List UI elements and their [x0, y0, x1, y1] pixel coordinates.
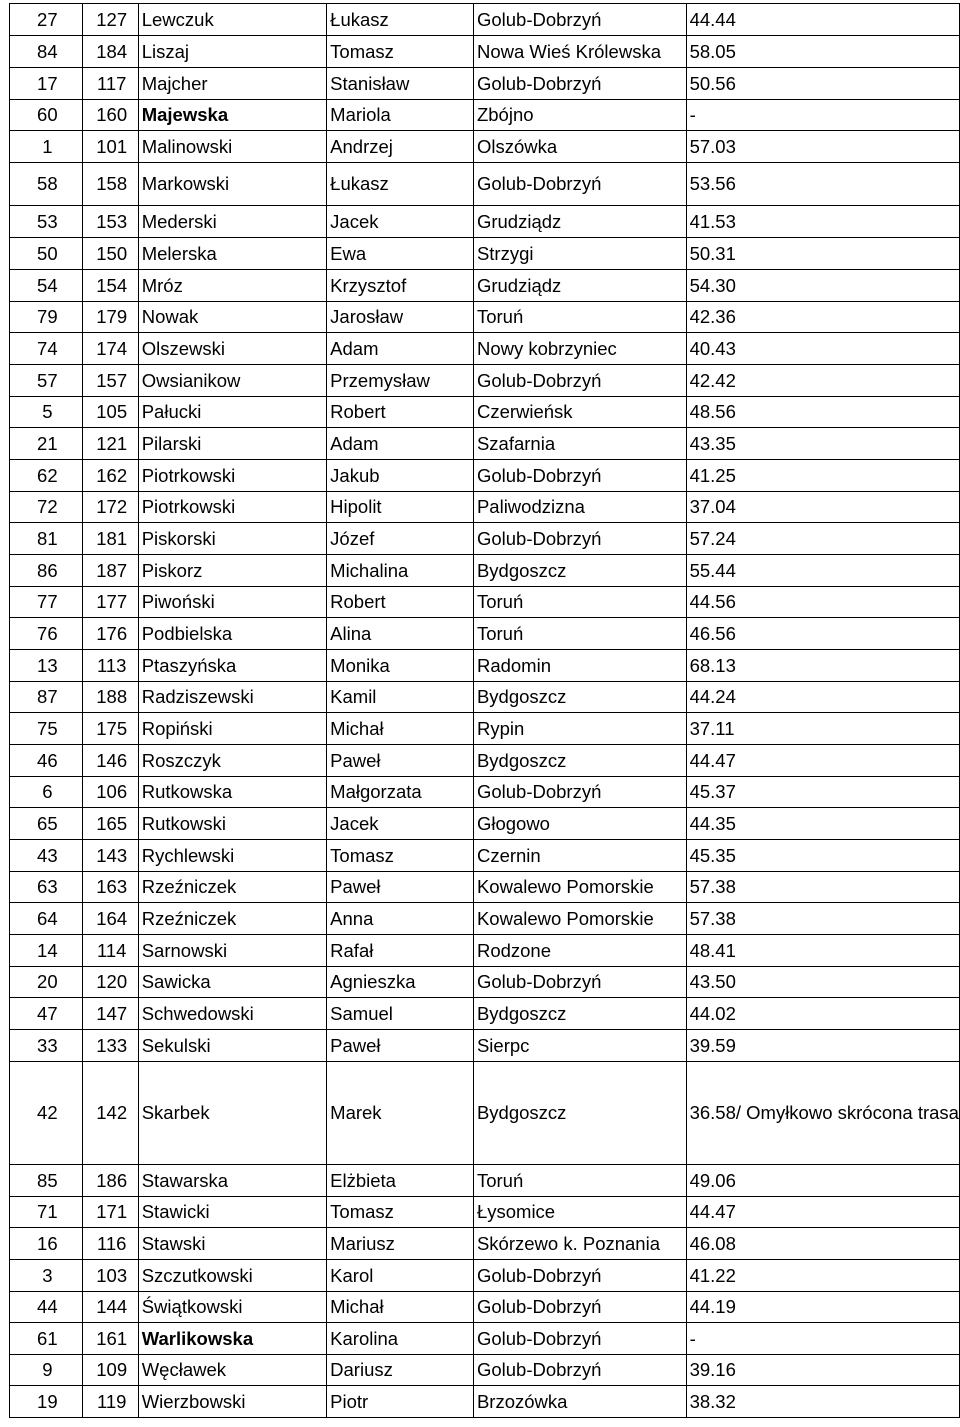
city-cell: Zbójno: [473, 100, 686, 131]
start-no-cell: 47: [10, 998, 83, 1030]
bib-no-cell: 147: [82, 998, 138, 1030]
start-no-cell: 1: [10, 131, 83, 163]
city-cell: Golub-Dobrzyń: [473, 1260, 686, 1292]
surname-cell: Warlikowska: [138, 1323, 326, 1355]
time-cell: 55.44: [686, 555, 959, 587]
table-row: [10, 808, 960, 840]
start-no-cell: 20: [10, 967, 83, 998]
surname-cell: Piwoński: [138, 587, 326, 618]
table-row: [10, 618, 960, 650]
first-name-cell: Łukasz: [327, 4, 474, 36]
surname-cell: Szczutkowski: [138, 1260, 326, 1292]
table-row: [10, 428, 960, 460]
first-name-cell: Anna: [327, 903, 474, 935]
start-no-cell: 74: [10, 333, 83, 365]
surname-cell: Ptaszyńska: [138, 650, 326, 682]
time-cell: 46.08: [686, 1228, 959, 1260]
time-cell: 41.25: [686, 460, 959, 492]
city-cell: Czernin: [473, 840, 686, 872]
time-cell: 43.35: [686, 428, 959, 460]
bib-no-cell: 160: [82, 100, 138, 131]
bib-no-cell: 121: [82, 428, 138, 460]
surname-cell: Roszczyk: [138, 745, 326, 777]
bib-no-cell: 143: [82, 840, 138, 872]
bib-no-cell: 103: [82, 1260, 138, 1292]
city-cell: Nowa Wieś Królewska: [473, 36, 686, 68]
city-cell: Szafarnia: [473, 428, 686, 460]
table-row: [10, 1292, 960, 1323]
city-cell: Bydgoszcz: [473, 1062, 686, 1165]
city-cell: Bydgoszcz: [473, 745, 686, 777]
table-row: [10, 100, 960, 131]
table-row: [10, 206, 960, 238]
table-row: [10, 238, 960, 270]
city-cell: Golub-Dobrzyń: [473, 4, 686, 36]
time-cell: 44.24: [686, 682, 959, 713]
bib-no-cell: 181: [82, 523, 138, 555]
time-cell: 48.41: [686, 935, 959, 967]
first-name-cell: Piotr: [327, 1386, 474, 1418]
start-no-cell: 13: [10, 650, 83, 682]
city-cell: Kowalewo Pomorskie: [473, 903, 686, 935]
table-row: [10, 1323, 960, 1355]
first-name-cell: Michał: [327, 1292, 474, 1323]
start-no-cell: 77: [10, 587, 83, 618]
time-cell: 50.31: [686, 238, 959, 270]
bib-no-cell: 165: [82, 808, 138, 840]
bib-no-cell: 133: [82, 1030, 138, 1062]
bib-no-cell: 176: [82, 618, 138, 650]
table-row: [10, 713, 960, 745]
bib-no-cell: 109: [82, 1355, 138, 1386]
first-name-cell: Tomasz: [327, 840, 474, 872]
start-no-cell: 43: [10, 840, 83, 872]
first-name-cell: Agnieszka: [327, 967, 474, 998]
first-name-cell: Elżbieta: [327, 1165, 474, 1197]
city-cell: Bydgoszcz: [473, 682, 686, 713]
start-no-cell: 72: [10, 492, 83, 523]
start-no-cell: 87: [10, 682, 83, 713]
surname-cell: Piskorski: [138, 523, 326, 555]
results-table: [9, 3, 960, 1418]
table-row: [10, 1228, 960, 1260]
city-cell: Toruń: [473, 618, 686, 650]
table-row: [10, 365, 960, 397]
bib-no-cell: 157: [82, 365, 138, 397]
surname-cell: Majewska: [138, 100, 326, 131]
start-no-cell: 19: [10, 1386, 83, 1418]
table-row: [10, 777, 960, 808]
surname-cell: Lewczuk: [138, 4, 326, 36]
bib-no-cell: 188: [82, 682, 138, 713]
first-name-cell: Mariola: [327, 100, 474, 131]
table-row: [10, 840, 960, 872]
table-row: [10, 1197, 960, 1228]
table-row: [10, 523, 960, 555]
first-name-cell: Robert: [327, 587, 474, 618]
bib-no-cell: 101: [82, 131, 138, 163]
bib-no-cell: 120: [82, 967, 138, 998]
first-name-cell: Hipolit: [327, 492, 474, 523]
time-cell: -: [686, 100, 959, 131]
first-name-cell: Mariusz: [327, 1228, 474, 1260]
time-cell: 41.22: [686, 1260, 959, 1292]
table-row: [10, 36, 960, 68]
city-cell: Grudziądz: [473, 206, 686, 238]
surname-cell: Nowak: [138, 302, 326, 333]
city-cell: Czerwieńsk: [473, 397, 686, 428]
time-cell: 57.24: [686, 523, 959, 555]
city-cell: Golub-Dobrzyń: [473, 1323, 686, 1355]
city-cell: Radomin: [473, 650, 686, 682]
first-name-cell: Rafał: [327, 935, 474, 967]
first-name-cell: Adam: [327, 428, 474, 460]
surname-cell: Mederski: [138, 206, 326, 238]
time-cell: 44.02: [686, 998, 959, 1030]
first-name-cell: Tomasz: [327, 36, 474, 68]
time-cell: 40.43: [686, 333, 959, 365]
time-cell: 38.32: [686, 1386, 959, 1418]
start-no-cell: 27: [10, 4, 83, 36]
bib-no-cell: 158: [82, 163, 138, 206]
city-cell: Golub-Dobrzyń: [473, 967, 686, 998]
time-cell: 68.13: [686, 650, 959, 682]
first-name-cell: Robert: [327, 397, 474, 428]
surname-cell: Świątkowski: [138, 1292, 326, 1323]
surname-cell: Skarbek: [138, 1062, 326, 1165]
table-row: [10, 302, 960, 333]
first-name-cell: Małgorzata: [327, 777, 474, 808]
surname-cell: Radziszewski: [138, 682, 326, 713]
bib-no-cell: 177: [82, 587, 138, 618]
bib-no-cell: 163: [82, 872, 138, 903]
time-cell: -: [686, 1323, 959, 1355]
city-cell: Toruń: [473, 302, 686, 333]
bib-no-cell: 186: [82, 1165, 138, 1197]
city-cell: Nowy kobrzyniec: [473, 333, 686, 365]
start-no-cell: 79: [10, 302, 83, 333]
surname-cell: Majcher: [138, 68, 326, 100]
first-name-cell: Stanisław: [327, 68, 474, 100]
surname-cell: Rutkowski: [138, 808, 326, 840]
start-no-cell: 33: [10, 1030, 83, 1062]
table-row: [10, 4, 960, 36]
surname-cell: Stawski: [138, 1228, 326, 1260]
first-name-cell: Marek: [327, 1062, 474, 1165]
city-cell: Sierpc: [473, 1030, 686, 1062]
start-no-cell: 84: [10, 36, 83, 68]
city-cell: Golub-Dobrzyń: [473, 460, 686, 492]
bib-no-cell: 172: [82, 492, 138, 523]
city-cell: Toruń: [473, 1165, 686, 1197]
bib-no-cell: 153: [82, 206, 138, 238]
time-cell: 57.38: [686, 872, 959, 903]
bib-no-cell: 179: [82, 302, 138, 333]
city-cell: Paliwodzizna: [473, 492, 686, 523]
city-cell: Olszówka: [473, 131, 686, 163]
time-cell: 45.35: [686, 840, 959, 872]
bib-no-cell: 142: [82, 1062, 138, 1165]
first-name-cell: Jarosław: [327, 302, 474, 333]
start-no-cell: 57: [10, 365, 83, 397]
bib-no-cell: 150: [82, 238, 138, 270]
first-name-cell: Przemysław: [327, 365, 474, 397]
start-no-cell: 64: [10, 903, 83, 935]
results-table-body: [10, 4, 960, 1418]
city-cell: Golub-Dobrzyń: [473, 777, 686, 808]
first-name-cell: Józef: [327, 523, 474, 555]
start-no-cell: 44: [10, 1292, 83, 1323]
time-cell: 37.04: [686, 492, 959, 523]
start-no-cell: 5: [10, 397, 83, 428]
bib-no-cell: 171: [82, 1197, 138, 1228]
first-name-cell: Łukasz: [327, 163, 474, 206]
city-cell: Golub-Dobrzyń: [473, 163, 686, 206]
bib-no-cell: 146: [82, 745, 138, 777]
first-name-cell: Samuel: [327, 998, 474, 1030]
time-cell: 54.30: [686, 270, 959, 302]
start-no-cell: 61: [10, 1323, 83, 1355]
time-cell: 44.44: [686, 4, 959, 36]
table-row: [10, 131, 960, 163]
bib-no-cell: 106: [82, 777, 138, 808]
first-name-cell: Alina: [327, 618, 474, 650]
time-cell: 39.59: [686, 1030, 959, 1062]
surname-cell: Liszaj: [138, 36, 326, 68]
surname-cell: Sarnowski: [138, 935, 326, 967]
start-no-cell: 62: [10, 460, 83, 492]
start-no-cell: 81: [10, 523, 83, 555]
first-name-cell: Paweł: [327, 872, 474, 903]
first-name-cell: Andrzej: [327, 131, 474, 163]
start-no-cell: 60: [10, 100, 83, 131]
start-no-cell: 9: [10, 1355, 83, 1386]
bib-no-cell: 184: [82, 36, 138, 68]
bib-no-cell: 114: [82, 935, 138, 967]
surname-cell: Pilarski: [138, 428, 326, 460]
first-name-cell: Karolina: [327, 1323, 474, 1355]
bib-no-cell: 174: [82, 333, 138, 365]
bib-no-cell: 113: [82, 650, 138, 682]
time-cell: 44.56: [686, 587, 959, 618]
time-cell: 48.56: [686, 397, 959, 428]
bib-no-cell: 119: [82, 1386, 138, 1418]
surname-cell: Markowski: [138, 163, 326, 206]
start-no-cell: 85: [10, 1165, 83, 1197]
table-row: [10, 935, 960, 967]
start-no-cell: 42: [10, 1062, 83, 1165]
city-cell: Bydgoszcz: [473, 555, 686, 587]
table-row: [10, 333, 960, 365]
first-name-cell: Jakub: [327, 460, 474, 492]
time-cell: 58.05: [686, 36, 959, 68]
first-name-cell: Dariusz: [327, 1355, 474, 1386]
surname-cell: Melerska: [138, 238, 326, 270]
start-no-cell: 17: [10, 68, 83, 100]
time-cell: 49.06: [686, 1165, 959, 1197]
start-no-cell: 54: [10, 270, 83, 302]
time-cell: 57.03: [686, 131, 959, 163]
city-cell: Golub-Dobrzyń: [473, 68, 686, 100]
first-name-cell: Paweł: [327, 745, 474, 777]
city-cell: Rypin: [473, 713, 686, 745]
table-row: [10, 1062, 960, 1165]
table-row: [10, 1260, 960, 1292]
table-row: [10, 967, 960, 998]
time-cell: 53.56: [686, 163, 959, 206]
surname-cell: Węcławek: [138, 1355, 326, 1386]
time-cell: 44.47: [686, 745, 959, 777]
first-name-cell: Adam: [327, 333, 474, 365]
surname-cell: Sekulski: [138, 1030, 326, 1062]
surname-cell: Olszewski: [138, 333, 326, 365]
time-cell: 46.56: [686, 618, 959, 650]
surname-cell: Pałucki: [138, 397, 326, 428]
surname-cell: Piotrkowski: [138, 492, 326, 523]
table-row: [10, 270, 960, 302]
time-cell: 44.35: [686, 808, 959, 840]
time-cell: 37.11: [686, 713, 959, 745]
bib-no-cell: 105: [82, 397, 138, 428]
surname-cell: Piotrkowski: [138, 460, 326, 492]
city-cell: Toruń: [473, 587, 686, 618]
surname-cell: Rzeźniczek: [138, 872, 326, 903]
start-no-cell: 6: [10, 777, 83, 808]
bib-no-cell: 162: [82, 460, 138, 492]
table-row: [10, 460, 960, 492]
first-name-cell: Karol: [327, 1260, 474, 1292]
city-cell: Kowalewo Pomorskie: [473, 872, 686, 903]
surname-cell: Stawicki: [138, 1197, 326, 1228]
first-name-cell: Monika: [327, 650, 474, 682]
time-cell: 41.53: [686, 206, 959, 238]
table-row: [10, 68, 960, 100]
start-no-cell: 53: [10, 206, 83, 238]
start-no-cell: 50: [10, 238, 83, 270]
table-row: [10, 1165, 960, 1197]
city-cell: Łysomice: [473, 1197, 686, 1228]
time-cell: 42.42: [686, 365, 959, 397]
table-row: [10, 163, 960, 206]
start-no-cell: 76: [10, 618, 83, 650]
time-cell: 44.47: [686, 1197, 959, 1228]
surname-cell: Mróz: [138, 270, 326, 302]
surname-cell: Podbielska: [138, 618, 326, 650]
first-name-cell: Ewa: [327, 238, 474, 270]
time-cell: 45.37: [686, 777, 959, 808]
surname-cell: Owsianikow: [138, 365, 326, 397]
table-row: [10, 492, 960, 523]
city-cell: Strzygi: [473, 238, 686, 270]
bib-no-cell: 127: [82, 4, 138, 36]
surname-cell: Rutkowska: [138, 777, 326, 808]
start-no-cell: 75: [10, 713, 83, 745]
time-cell: 50.56: [686, 68, 959, 100]
table-row: [10, 872, 960, 903]
surname-cell: Stawarska: [138, 1165, 326, 1197]
first-name-cell: Paweł: [327, 1030, 474, 1062]
start-no-cell: 46: [10, 745, 83, 777]
time-cell: 57.38: [686, 903, 959, 935]
time-cell: 44.19: [686, 1292, 959, 1323]
start-no-cell: 14: [10, 935, 83, 967]
table-row: [10, 998, 960, 1030]
table-row: [10, 587, 960, 618]
city-cell: Golub-Dobrzyń: [473, 523, 686, 555]
table-row: [10, 650, 960, 682]
city-cell: Golub-Dobrzyń: [473, 1292, 686, 1323]
city-cell: Golub-Dobrzyń: [473, 1355, 686, 1386]
bib-no-cell: 175: [82, 713, 138, 745]
surname-cell: Ropiński: [138, 713, 326, 745]
start-no-cell: 58: [10, 163, 83, 206]
surname-cell: Rychlewski: [138, 840, 326, 872]
table-row: [10, 397, 960, 428]
bib-no-cell: 154: [82, 270, 138, 302]
first-name-cell: Jacek: [327, 206, 474, 238]
table-row: [10, 745, 960, 777]
time-cell: 39.16: [686, 1355, 959, 1386]
table-row: [10, 1386, 960, 1418]
time-cell: 36.58/ Omyłkowo skrócona trasa: [686, 1062, 959, 1165]
start-no-cell: 86: [10, 555, 83, 587]
city-cell: Skórzewo k. Poznania: [473, 1228, 686, 1260]
city-cell: Głogowo: [473, 808, 686, 840]
city-cell: Golub-Dobrzyń: [473, 365, 686, 397]
city-cell: Grudziądz: [473, 270, 686, 302]
start-no-cell: 16: [10, 1228, 83, 1260]
city-cell: Brzozówka: [473, 1386, 686, 1418]
bib-no-cell: 187: [82, 555, 138, 587]
surname-cell: Schwedowski: [138, 998, 326, 1030]
table-row: [10, 1355, 960, 1386]
surname-cell: Malinowski: [138, 131, 326, 163]
bib-no-cell: 117: [82, 68, 138, 100]
bib-no-cell: 161: [82, 1323, 138, 1355]
first-name-cell: Kamil: [327, 682, 474, 713]
time-cell: 43.50: [686, 967, 959, 998]
table-row: [10, 682, 960, 713]
first-name-cell: Jacek: [327, 808, 474, 840]
city-cell: Rodzone: [473, 935, 686, 967]
table-row: [10, 903, 960, 935]
start-no-cell: 71: [10, 1197, 83, 1228]
start-no-cell: 3: [10, 1260, 83, 1292]
start-no-cell: 65: [10, 808, 83, 840]
start-no-cell: 63: [10, 872, 83, 903]
start-no-cell: 21: [10, 428, 83, 460]
bib-no-cell: 116: [82, 1228, 138, 1260]
first-name-cell: Michalina: [327, 555, 474, 587]
first-name-cell: Krzysztof: [327, 270, 474, 302]
table-row: [10, 555, 960, 587]
surname-cell: Rzeźniczek: [138, 903, 326, 935]
surname-cell: Wierzbowski: [138, 1386, 326, 1418]
surname-cell: Sawicka: [138, 967, 326, 998]
first-name-cell: Tomasz: [327, 1197, 474, 1228]
time-cell: 42.36: [686, 302, 959, 333]
bib-no-cell: 164: [82, 903, 138, 935]
surname-cell: Piskorz: [138, 555, 326, 587]
city-cell: Bydgoszcz: [473, 998, 686, 1030]
table-row: [10, 1030, 960, 1062]
bib-no-cell: 144: [82, 1292, 138, 1323]
first-name-cell: Michał: [327, 713, 474, 745]
